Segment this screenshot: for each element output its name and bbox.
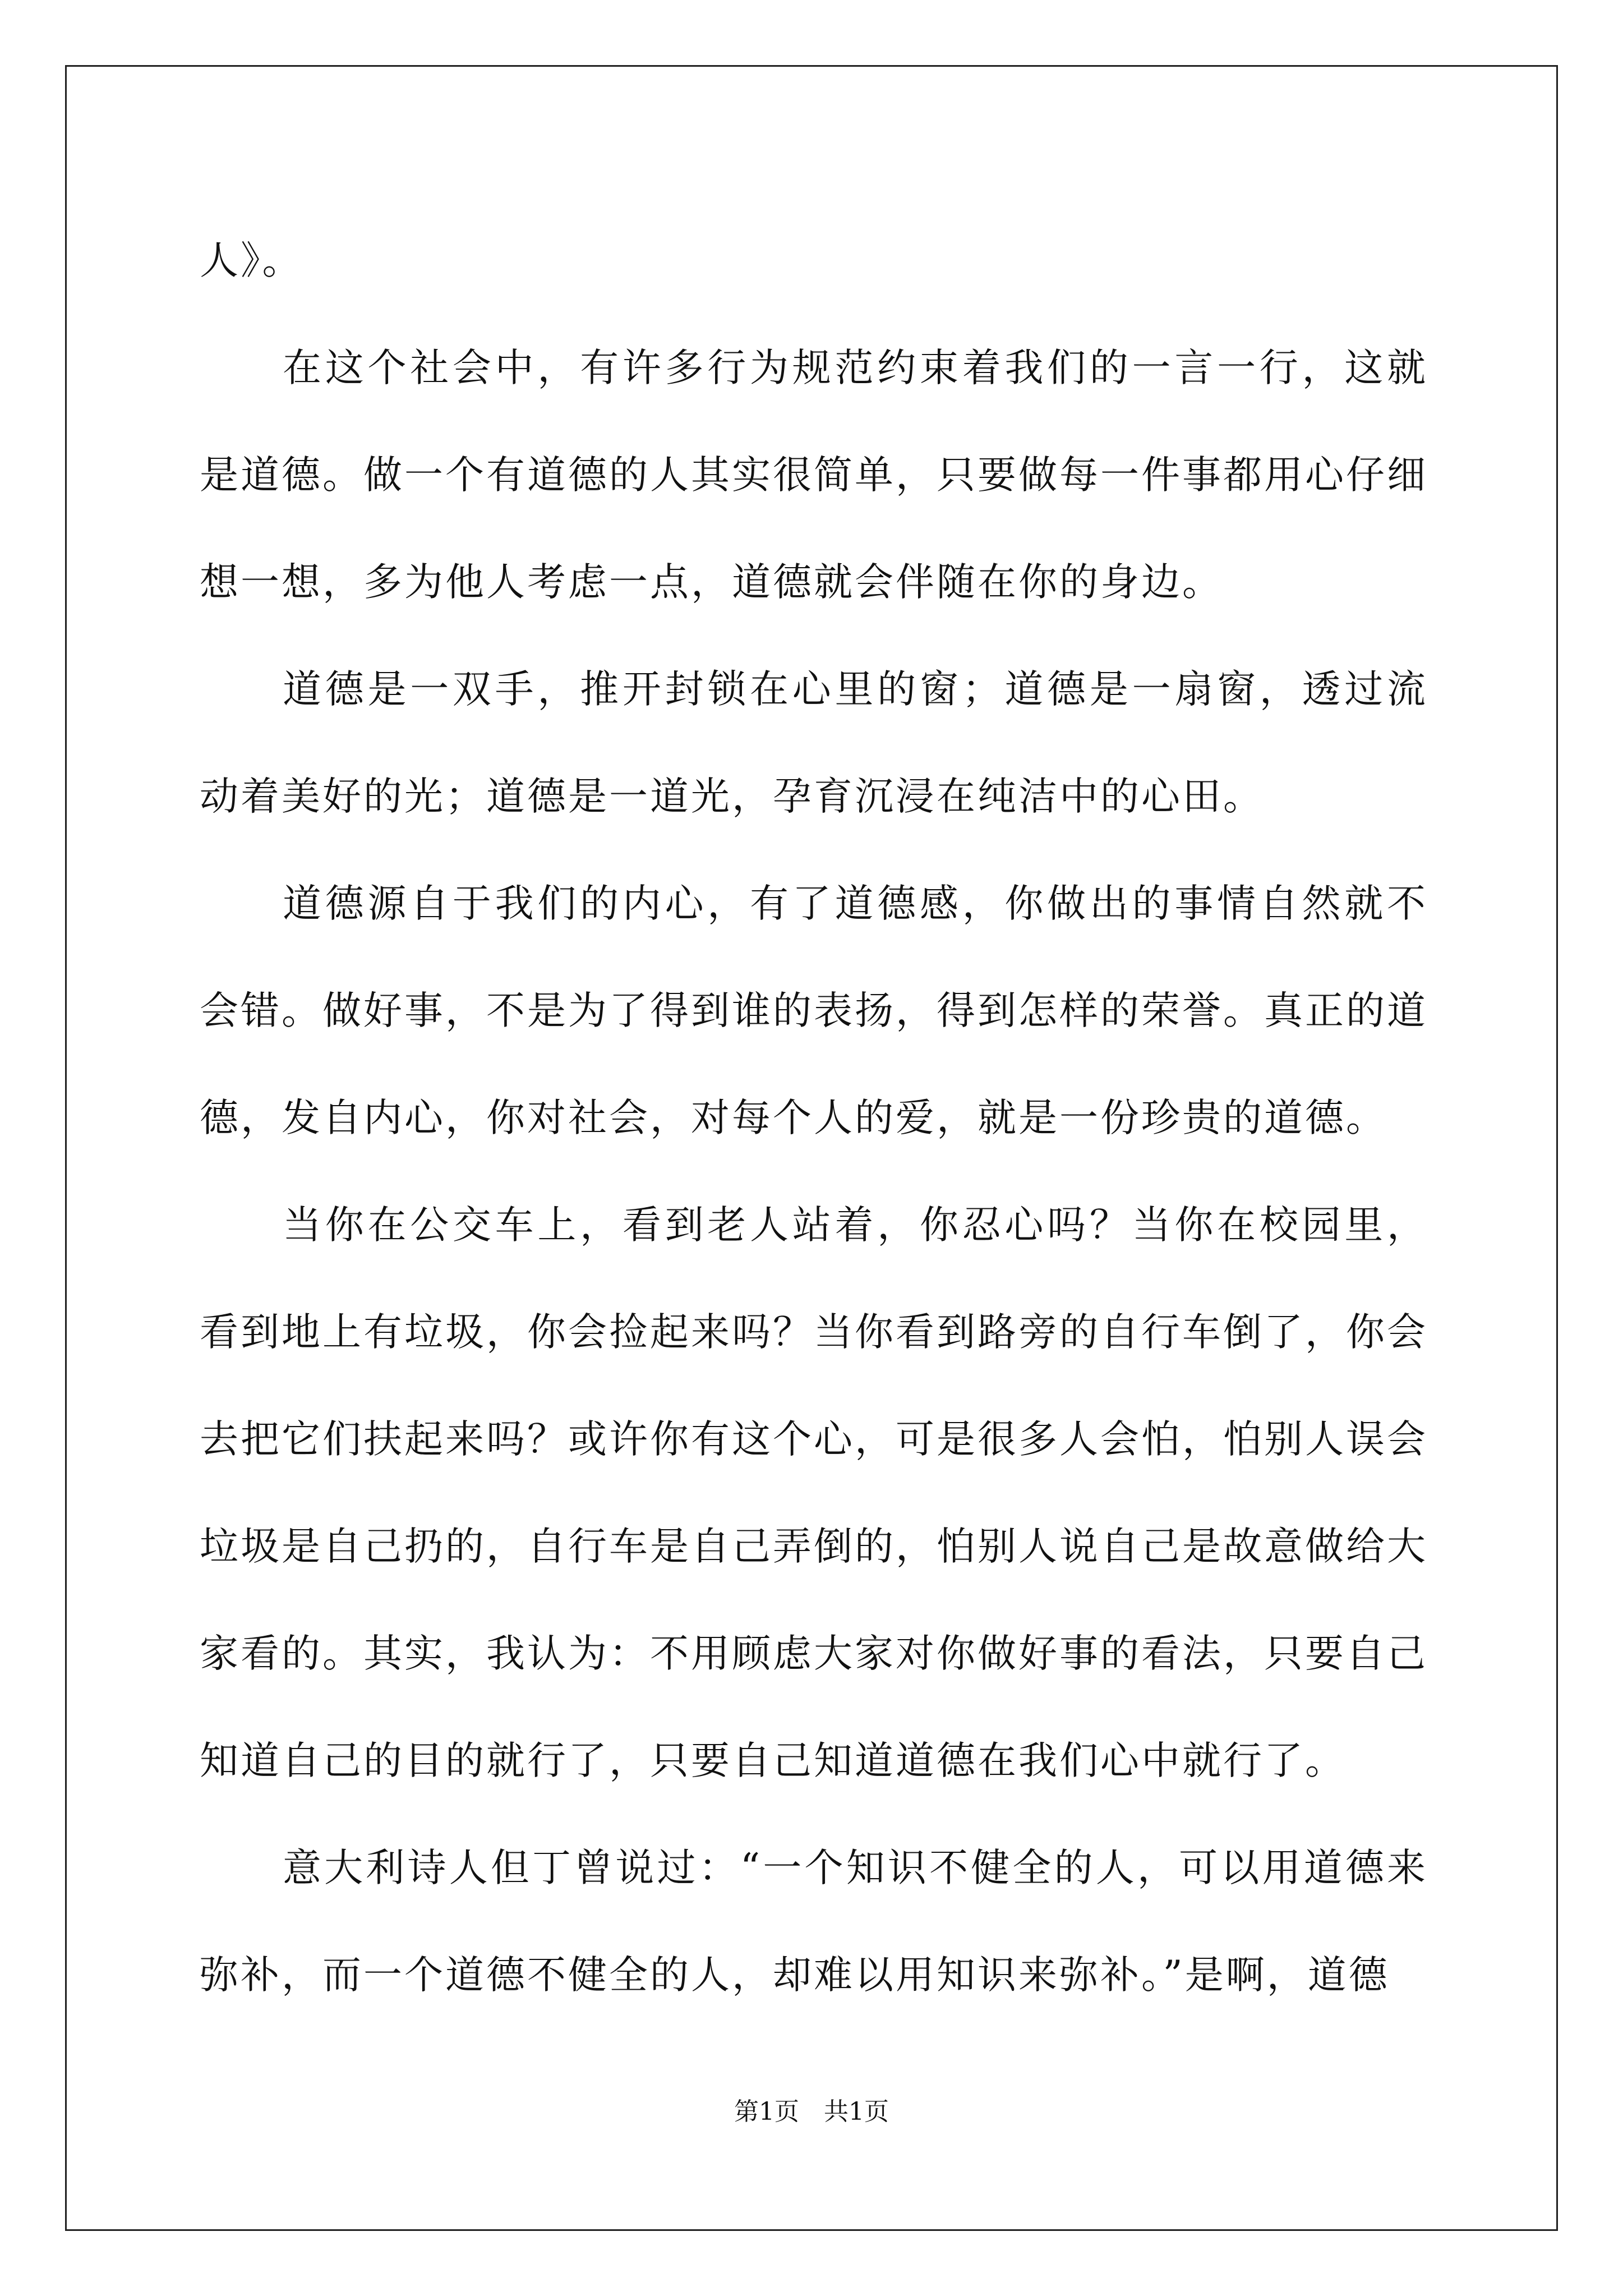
paragraph-4: 道德源自于我们的内心，有了道德感，你做出的事情自然就不会错。做好事，不是为了得到谁的表扬，得到怎样的荣誉。真正的道德，发自内心，你对社会，对每个人的爱，就是一份珍贵的道德。 bbox=[200, 881, 1428, 1140]
document-body bbox=[200, 208, 1428, 2029]
paragraph-6: 意大利诗人但丁曾说过：“一个知识不健全的人，可以用道德来弥补，而一个道德不健全的人，却难以用知识来弥补。”是啊，道德 bbox=[200, 1846, 1428, 1998]
paragraph-5: 当你在公交车上，看到老人站着，你忍心吗？当你在校园里，看到地上有垃圾，你会捡起来吗？当你看到路旁的自行车倒了，你会去把它们扶起来吗？或许你有这个心，可是很多人会怕，怕别人误会垃圾是自己扔的，自行车是自己弄倒的，怕别人说自己是故意做给大家看的。其实，我认为：不用顾虑大家对你做好事的看法，只要自己知道自己的目的就行了，只要自己知道道德在我们心中就行了。 bbox=[200, 1203, 1428, 1783]
paragraph-2: 在这个社会中，有许多行为规范约束着我们的一言一行，这就是道德。做一个有道德的人其实很简单，只要做每一件事都用心仔细想一想，多为他人考虑一点，道德就会伴随在你的身边。 bbox=[200, 346, 1428, 605]
paragraph-1: 人》。 bbox=[200, 238, 303, 283]
page-total-label: 共1页 bbox=[824, 2097, 889, 2126]
page-footer bbox=[0, 2095, 1623, 2129]
paragraph-3: 道德是一双手，推开封锁在心里的窗；道德是一扇窗，透过流动着美好的光；道德是一道光，孕育沉浸在纯洁中的心田。 bbox=[200, 667, 1428, 819]
page-number-label: 第1页 bbox=[734, 2097, 799, 2126]
